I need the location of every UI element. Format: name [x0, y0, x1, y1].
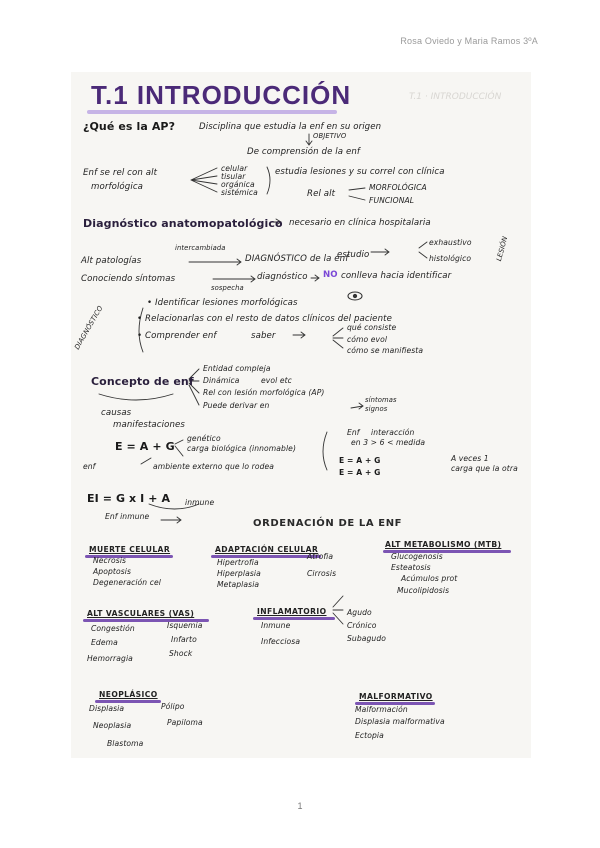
equation-b: E = A + G [339, 468, 381, 477]
morfologica-upper: MORFOLÓGICA [369, 183, 427, 192]
list-item: Displasia [89, 704, 125, 713]
list-item: Shock [169, 649, 193, 658]
group-muerte-celular: MUERTE CELULAR [89, 545, 171, 554]
objetivo-label: OBJETIVO [313, 132, 347, 140]
bullet-identificar: • Identificar lesiones morfológicas [147, 298, 298, 308]
list-item: Apoptosis [93, 567, 132, 576]
equation-a: E = A + G [339, 456, 381, 465]
list-item: Atrofia [307, 552, 334, 561]
page-title: T.1 INTRODUCCIÓN [91, 80, 352, 110]
ap-definition: Disciplina que estudia la enf en su origen [199, 122, 382, 132]
diagnostico-heading: Diagnóstico anatomopatológico [83, 217, 283, 230]
conlleva-text: conlleva hacia identificar [341, 271, 452, 281]
enf-small-label: enf [83, 462, 96, 471]
conociendo-sintomas: Conociendo síntomas [81, 274, 176, 284]
list-item: Congestión [91, 624, 135, 633]
level-sistemica: sistémica [221, 188, 258, 197]
a-veces-label: A veces 1 [451, 454, 489, 463]
equation-ei: EI = G x I + A [87, 492, 171, 505]
list-item: Mucolipidosis [397, 586, 450, 595]
en-mediada-label: en 3 > 6 < medida [351, 438, 426, 447]
opt-histologico: histológico [429, 254, 472, 263]
list-item: Isquemia [167, 621, 203, 630]
list-item: Acúmulos prot [401, 574, 458, 583]
list-item: Blastoma [107, 739, 144, 748]
morfologica-label: morfológica [91, 182, 144, 192]
group-neoplasico: NEOPLÁSICO [99, 690, 158, 699]
saber-manifiesta: cómo se manifiesta [347, 346, 424, 355]
bullet-text: Comprender enf [145, 331, 217, 341]
no-highlight: NO [323, 270, 338, 280]
equation-e-a-g: E = A + G [115, 440, 175, 453]
ordenacion-heading: ORDENACIÓN DE LA ENF [253, 518, 403, 529]
rel-alt-label: Rel alt [307, 189, 336, 199]
list-item: Glucogenosis [391, 552, 443, 561]
estudia-lesiones: estudia lesiones y su correl con clínica [275, 167, 445, 177]
ambiente-label: ambiente externo que lo rodea [153, 462, 275, 471]
comprension-text: De comprensión de la enf [247, 147, 361, 157]
bullet-text: Identificar lesiones morfológicas [155, 298, 298, 308]
concepto-evol: evol etc [261, 376, 292, 385]
diagnostico-enf: DIAGNÓSTICO de la enf [245, 254, 349, 264]
level-organica: orgánica [221, 180, 255, 189]
diagnostico-word: diagnóstico [257, 272, 308, 282]
carga-label: carga biológica (innomable) [187, 444, 297, 453]
genetico-label: genético [187, 434, 221, 443]
list-item: Necrosis [93, 556, 127, 565]
estudio-label: estudio [337, 250, 370, 260]
list-item: Crónico [347, 621, 377, 630]
group-inflamatorio: INFLAMATORIO [257, 607, 327, 616]
bullet-text: Relacionarlas con el resto de datos clínicos del paciente [145, 314, 392, 324]
question-label: ¿Qué es la AP? [83, 120, 176, 133]
saber-consiste: qué consiste [347, 323, 397, 332]
list-item: Cirrosis [307, 569, 337, 578]
sospecha-label: sospecha [211, 284, 244, 292]
inmune-label: inmune [185, 498, 215, 507]
list-item: Displasia malformativa [355, 717, 445, 726]
concepto-derivar: Puede derivar en [203, 401, 270, 410]
group-alt-vasculares: ALT VASCULARES (VAS) [87, 609, 195, 618]
list-item: Metaplasia [217, 580, 260, 589]
concepto-heading: Concepto de enf [91, 375, 194, 388]
page-header-author: Rosa Oviedo y Maria Ramos 3ºA [400, 36, 538, 46]
list-item: Subagudo [347, 634, 387, 643]
list-item: Infarto [171, 635, 197, 644]
group-malformativo: MALFORMATIVO [359, 692, 433, 701]
concepto-dinamica: Dinámica [203, 376, 240, 385]
group-alt-metabolismo: ALT METABOLISMO (MTB) [385, 540, 502, 549]
enf-interaccion-label: Enf [347, 428, 360, 437]
enf-inmune-label: Enf inmune [105, 512, 150, 521]
level-celular: celular [221, 164, 248, 173]
level-tisular: tisular [221, 172, 246, 181]
list-item: Edema [91, 638, 118, 647]
list-item: Malformación [355, 705, 408, 714]
enf-rel-alt: Enf se rel con alt [83, 168, 158, 178]
funcional-label: FUNCIONAL [369, 196, 415, 205]
sign-signos: signos [365, 405, 388, 413]
list-item: Infecciosa [261, 637, 301, 646]
lesion-side-label: LESIÓN [495, 235, 510, 263]
opt-exhaustivo: exhaustivo [429, 238, 472, 247]
bullet-comprender: • Comprender enf [137, 331, 217, 341]
page-number: 1 [297, 801, 303, 811]
faint-bleed-through-text: T.1 · INTRODUCCIÓN [409, 92, 502, 102]
list-item: Agudo [347, 608, 372, 617]
manifestaciones-label: manifestaciones [113, 420, 185, 430]
list-item: Neoplasia [93, 721, 132, 730]
list-item: Esteatosis [391, 563, 431, 572]
bullet-relacionarlas: • Relacionarlas con el resto de datos clínicos del paciente [137, 314, 392, 324]
intercambiada-label: intercambiada [175, 244, 226, 252]
notes-sheet [71, 72, 531, 758]
concepto-entidad: Entidad compleja [203, 364, 271, 373]
group-underline [253, 617, 335, 620]
diagnostico-side-label: DIAGNÓSTICO [73, 304, 105, 351]
carga-otra-label: carga que la otra [451, 464, 518, 473]
necesario-text: necesario en clínica hospitalaria [289, 218, 431, 228]
group-adaptacion-celular: ADAPTACIÓN CELULAR [215, 545, 319, 554]
list-item: Pólipo [161, 702, 185, 711]
list-item: Inmune [261, 621, 291, 630]
list-item: Hipertrofia [217, 558, 259, 567]
saber-label: saber [251, 331, 276, 341]
list-item: Papiloma [167, 718, 203, 727]
concepto-rel-lesion: Rel con lesión morfológica (AP) [203, 388, 325, 397]
list-item: Ectopia [355, 731, 384, 740]
interaccion-label: interacción [371, 428, 415, 437]
group-underline [95, 700, 161, 703]
list-item: Hiperplasia [217, 569, 261, 578]
title-highlight [87, 110, 337, 114]
list-item: Hemorragia [87, 654, 133, 663]
saber-evol: cómo evol [347, 335, 388, 344]
alt-patologias: Alt patologías [81, 256, 142, 266]
sign-sintomas: síntomas [365, 396, 397, 404]
list-item: Degeneración cel [93, 578, 161, 587]
causas-label: causas [101, 408, 132, 418]
